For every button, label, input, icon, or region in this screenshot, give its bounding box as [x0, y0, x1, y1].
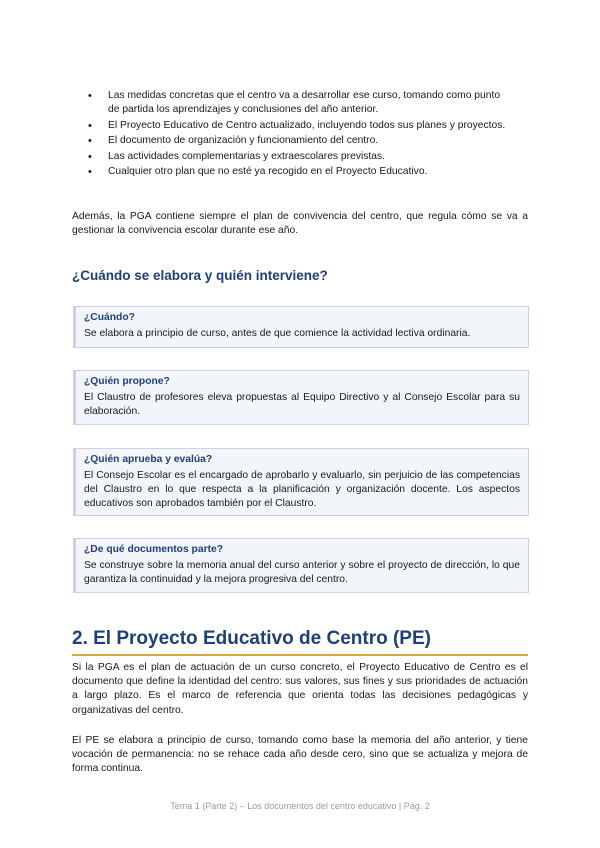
- pe-paragraph: Si la PGA es el plan de actuación de un curso concreto, el Proyecto Educativo de Centro es el documento que define la identidad del centro: sus valores, sus fines y sus prioridades de actuación a largo plazo. Es el marco de referencia que orienta todas las decisiones pedagógicas y organizativas del centro.: [72, 662, 528, 716]
- list-item: • El Proyecto Educativo de Centro actualizado, incluyendo todos sus planes y proyectos.: [72, 119, 512, 133]
- box-title: ¿De qué documentos parte?: [84, 544, 224, 555]
- box-title: ¿Cuándo?: [84, 312, 135, 323]
- info-box-when: [73, 306, 529, 348]
- page-footer: Tema 1 (Parte 2) – Los documentos del centro educativo | Pág. 2: [170, 801, 430, 811]
- list-item: • Las actividades complementarias y extraescolares previstas.: [72, 150, 512, 164]
- pe-paragraph: El PE se elabora a principio de curso, tomando como base la memoria del año anterior, y tiene vocación de permanencia: no se rehace cada año desde cero, sino que se actualiza y mejora de forma continua.: [72, 735, 528, 775]
- box-title: ¿Quién propone?: [84, 376, 170, 387]
- list-item: • Las medidas concretas que el centro va a desarrollar ese curso, tomando como punto de partida los aprendizajes y conclusiones del año anterior.: [72, 89, 512, 117]
- intro-paragraph: Además, la PGA contiene siempre el plan de convivencia del centro, que regula cómo se va a gestionar la convivencia escolar durante ese año.: [72, 211, 528, 237]
- box-text: El Claustro de profesores eleva propuestas al Equipo Directivo y al Consejo Escolar para su elaboración.: [84, 392, 520, 417]
- section-heading: ¿Cuándo se elabora y quién interviene?: [72, 268, 328, 283]
- box-text: Se construye sobre la memoria anual del curso anterior y sobre el proyecto de dirección, lo que garantiza la continuidad y la mejora progresiva del centro.: [84, 560, 520, 585]
- bullet-list: [72, 89, 512, 181]
- list-item: • Cualquier otro plan que no esté ya recogido en el Proyecto Educativo.: [72, 165, 512, 179]
- box-text: El Consejo Escolar es el encargado de aprobarlo y evaluarlo, sin perjuicio de las competencias del Claustro en lo que respecta a la planificación y organización docente. Los aspectos educativos son aprobados también por el Claustro.: [84, 470, 520, 509]
- box-title: ¿Quién aprueba y evalúa?: [84, 454, 213, 465]
- heading-divider: [72, 654, 528, 656]
- info-box-who-approves: [73, 448, 529, 516]
- box-text: Se elabora a principio de curso, antes de que comience la actividad lectiva ordinaria.: [84, 328, 471, 339]
- list-item: • El documento de organización y funcionamiento del centro.: [72, 134, 512, 148]
- info-box-who-proposes: [73, 370, 529, 425]
- info-box-source-documents: [73, 538, 529, 593]
- chapter-heading: 2. El Proyecto Educativo de Centro (PE): [72, 628, 431, 649]
